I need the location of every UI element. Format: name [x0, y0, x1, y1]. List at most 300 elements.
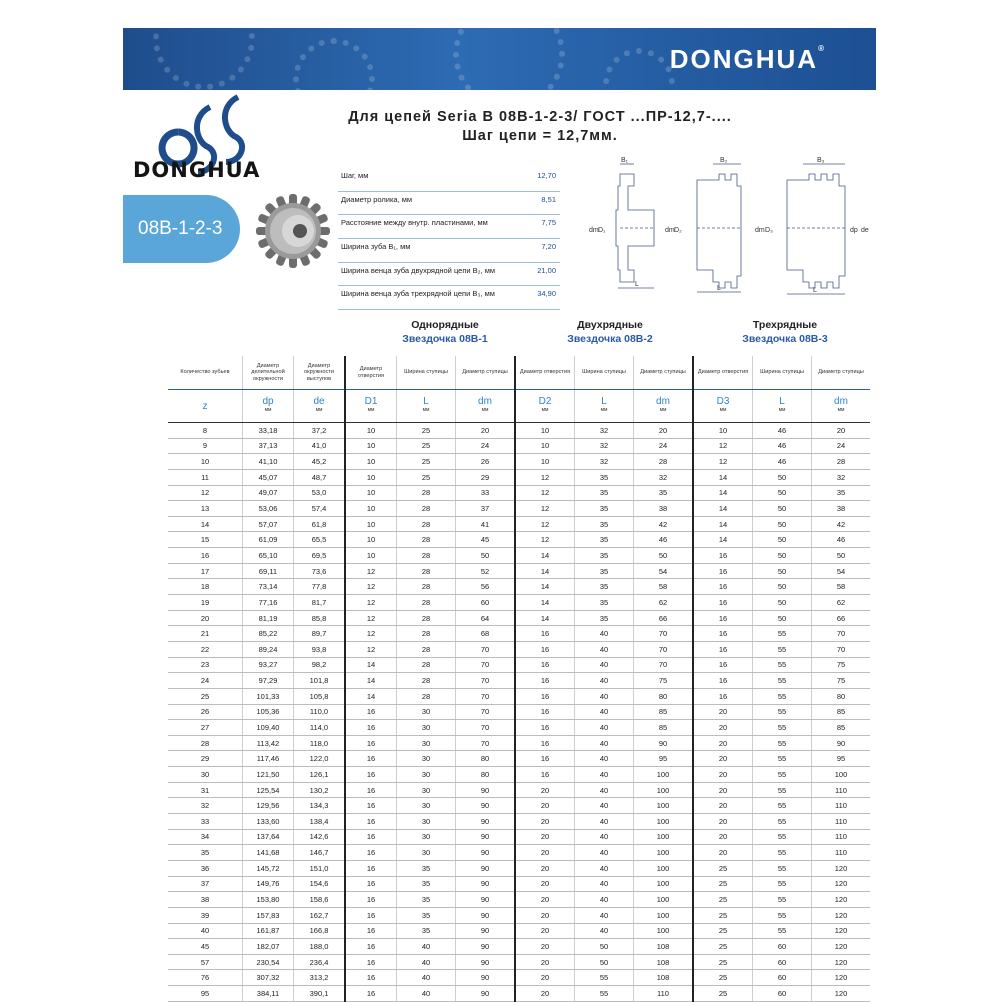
table-cell: 95 [634, 751, 694, 767]
table-row [168, 532, 870, 548]
table-cell: 45,07 [243, 469, 294, 485]
column-header: Ширина ступицы [575, 356, 634, 390]
table-cell: 40 [575, 907, 634, 923]
table-cell: 100 [634, 907, 694, 923]
table-cell: 69,11 [243, 563, 294, 579]
table-cell: 40 [575, 626, 634, 642]
table-cell: 40 [397, 954, 456, 970]
table-cell: 90 [456, 970, 516, 986]
table-cell: 57 [168, 954, 243, 970]
table-cell: 12 [345, 579, 397, 595]
table-cell: 40 [575, 798, 634, 814]
column-header: Диаметр отверстия [345, 356, 397, 390]
table-cell: 20 [168, 610, 243, 626]
table-cell: 32 [812, 469, 871, 485]
column-symbol [243, 390, 294, 423]
table-row [168, 626, 870, 642]
table-cell: 55 [753, 814, 812, 830]
table-cell: 28 [397, 516, 456, 532]
column-symbol [575, 390, 634, 423]
table-cell: 66 [634, 610, 694, 626]
table-cell: 24 [456, 438, 516, 454]
table-cell: 37,13 [243, 438, 294, 454]
spec-value: 7,20 [541, 242, 556, 252]
table-cell: 14 [515, 579, 575, 595]
table-row [168, 986, 870, 1002]
svg-text:dm: dm [755, 227, 765, 234]
table-cell: 77,8 [294, 579, 346, 595]
table-cell: 120 [812, 954, 871, 970]
table-cell: 20 [693, 782, 753, 798]
table-row [168, 610, 870, 626]
table-cell: 95 [812, 751, 871, 767]
spec-label: Шаг, мм [341, 171, 369, 180]
table-cell: 10 [515, 454, 575, 470]
table-row [168, 845, 870, 861]
table-cell: 85,8 [294, 610, 346, 626]
table-cell: 90 [812, 735, 871, 751]
table-cell: 30 [397, 704, 456, 720]
table-cell: 28 [397, 626, 456, 642]
table-cell: 20 [515, 923, 575, 939]
table-cell: 55 [753, 907, 812, 923]
table-cell: 20 [812, 423, 871, 439]
table-cell: 42 [812, 516, 871, 532]
column-symbol [294, 390, 346, 423]
table-cell: 70 [634, 626, 694, 642]
table-cell: 16 [693, 688, 753, 704]
table-cell: 75 [634, 673, 694, 689]
table-cell: 16 [515, 626, 575, 642]
table-cell: 54 [812, 563, 871, 579]
table-cell: 21 [168, 626, 243, 642]
table-row [168, 673, 870, 689]
spec-value: 7,75 [541, 218, 556, 228]
table-cell: 50 [753, 516, 812, 532]
table-cell: 16 [693, 595, 753, 611]
table-cell: 20 [515, 829, 575, 845]
table-cell: 90 [456, 954, 516, 970]
table-cell: 40 [397, 986, 456, 1002]
table-cell: 30 [397, 751, 456, 767]
spec-label: Ширина венца зуба трехрядной цепи B₃, мм [341, 289, 495, 299]
table-cell: 28 [634, 454, 694, 470]
table-cell: 9 [168, 438, 243, 454]
table-cell: 50 [634, 548, 694, 564]
column-header: Диаметр отверстия [693, 356, 753, 390]
table-cell: 149,76 [243, 876, 294, 892]
table-cell: 38 [812, 501, 871, 517]
table-cell: 90 [456, 845, 516, 861]
table-cell: 25 [693, 970, 753, 986]
table-cell: 25 [693, 907, 753, 923]
table-row [168, 469, 870, 485]
table-cell: 85 [634, 720, 694, 736]
table-cell: 40 [168, 923, 243, 939]
table-cell: 28 [397, 548, 456, 564]
table-cell: 70 [634, 641, 694, 657]
table-cell: 64 [456, 610, 516, 626]
table-cell: 28 [397, 688, 456, 704]
table-cell: 16 [345, 954, 397, 970]
table-cell: 73,14 [243, 579, 294, 595]
table-cell: 90 [456, 798, 516, 814]
table-cell: 12 [693, 454, 753, 470]
table-cell: 90 [456, 939, 516, 955]
table-cell: 14 [345, 688, 397, 704]
column-symbol-text: de [313, 396, 325, 407]
table-cell: 130,2 [294, 782, 346, 798]
table-cell: 37 [168, 876, 243, 892]
column-symbol [812, 390, 871, 423]
table-cell: 120 [812, 939, 871, 955]
table-cell: 40 [575, 860, 634, 876]
table-cell: 20 [693, 798, 753, 814]
table-cell: 20 [515, 970, 575, 986]
table-cell: 100 [634, 876, 694, 892]
table-cell: 68 [456, 626, 516, 642]
table-cell: 55 [753, 657, 812, 673]
table-cell: 118,0 [294, 735, 346, 751]
table-cell: 230,54 [243, 954, 294, 970]
table-cell: 35 [575, 610, 634, 626]
table-cell: 12 [515, 501, 575, 517]
column-symbol-text: D2 [538, 396, 552, 407]
column-symbol-text: L [779, 396, 785, 407]
table-row [168, 720, 870, 736]
svg-text:B₂: B₂ [720, 157, 728, 164]
table-cell: 151,0 [294, 860, 346, 876]
table-cell: 35 [397, 907, 456, 923]
table-cell: 16 [515, 673, 575, 689]
column-header: Диаметр окружности выступов [294, 356, 346, 390]
svg-text:dm: dm [589, 227, 599, 234]
spec-row [338, 286, 560, 310]
table-row [168, 563, 870, 579]
table-cell: 55 [753, 829, 812, 845]
header-banner [123, 28, 876, 90]
table-cell: 65,10 [243, 548, 294, 564]
table-cell: 25 [397, 423, 456, 439]
table-cell: 30 [397, 814, 456, 830]
table-row [168, 735, 870, 751]
table-row [168, 485, 870, 501]
table-cell: 35 [812, 485, 871, 501]
table-cell: 27 [168, 720, 243, 736]
table-cell: 40 [397, 970, 456, 986]
table-row [168, 767, 870, 783]
table-cell: 12 [515, 469, 575, 485]
table-cell: 23 [168, 657, 243, 673]
table-cell: 35 [397, 876, 456, 892]
table-cell: 60 [753, 970, 812, 986]
table-cell: 49,07 [243, 485, 294, 501]
table-cell: 35 [575, 469, 634, 485]
table-cell: 55 [753, 892, 812, 908]
column-symbol-text: dp [262, 396, 274, 407]
table-cell: 16 [693, 563, 753, 579]
table-cell: 70 [456, 657, 516, 673]
table-cell: 20 [693, 829, 753, 845]
spec-value: 12,70 [537, 171, 556, 180]
table-cell: 16 [345, 720, 397, 736]
table-cell: 10 [345, 485, 397, 501]
page-heading: Для цепей Seria B 08B-1-2-3/ ГОСТ ...ПР-12,7-.... Шаг цепи = 12,7мм. [348, 109, 732, 144]
table-cell: 40 [575, 720, 634, 736]
table-cell: 20 [515, 986, 575, 1002]
table-cell: 20 [634, 423, 694, 439]
table-cell: 8 [168, 423, 243, 439]
table-cell: 55 [753, 626, 812, 642]
table-cell: 38 [634, 501, 694, 517]
spec-label: Ширина венца зуба двухрядной цепи B₂, мм [341, 265, 496, 275]
table-cell: 110 [812, 845, 871, 861]
table-cell: 20 [693, 704, 753, 720]
table-cell: 157,83 [243, 907, 294, 923]
table-cell: 50 [456, 548, 516, 564]
table-cell: 134,3 [294, 798, 346, 814]
table-cell: 50 [753, 548, 812, 564]
table-cell: 36 [168, 860, 243, 876]
table-cell: 12 [345, 641, 397, 657]
table-cell: 16 [515, 735, 575, 751]
table-cell: 56 [456, 579, 516, 595]
table-cell: 30 [397, 845, 456, 861]
table-cell: 110 [634, 986, 694, 1002]
group-title-single: Однорядные Звездочка 08B-1 [402, 319, 488, 345]
table-cell: 16 [345, 923, 397, 939]
column-symbol-text: D3 [716, 396, 730, 407]
table-cell: 60 [456, 595, 516, 611]
table-row [168, 688, 870, 704]
table-cell: 26 [168, 704, 243, 720]
table-cell: 19 [168, 595, 243, 611]
table-cell: 75 [812, 673, 871, 689]
column-symbol [168, 390, 243, 423]
column-unit: мм [481, 407, 489, 413]
table-cell: 30 [397, 767, 456, 783]
table-cell: 16 [345, 876, 397, 892]
table-cell: 28 [397, 563, 456, 579]
table-cell: 35 [397, 860, 456, 876]
table-cell: 70 [456, 735, 516, 751]
svg-text:de: de [861, 227, 869, 234]
table-cell: 10 [345, 501, 397, 517]
column-unit: мм [264, 407, 272, 413]
table-cell: 307,32 [243, 970, 294, 986]
table-cell: 141,68 [243, 845, 294, 861]
table-cell: 10 [345, 548, 397, 564]
table-cell: 110,0 [294, 704, 346, 720]
table-cell: 108 [634, 939, 694, 955]
table-cell: 35 [575, 485, 634, 501]
spec-row [338, 168, 560, 192]
table-cell: 55 [753, 641, 812, 657]
table-cell: 40 [575, 704, 634, 720]
table-cell: 24 [168, 673, 243, 689]
table-cell: 20 [515, 954, 575, 970]
table-row [168, 970, 870, 986]
table-row [168, 548, 870, 564]
table-cell: 85 [634, 704, 694, 720]
table-cell: 108 [634, 970, 694, 986]
table-row [168, 923, 870, 939]
table-cell: 55 [753, 860, 812, 876]
table-cell: 90 [456, 782, 516, 798]
table-cell: 33 [168, 814, 243, 830]
table-cell: 98,2 [294, 657, 346, 673]
table-cell: 35 [575, 532, 634, 548]
svg-text:L: L [717, 285, 721, 292]
table-cell: 70 [634, 657, 694, 673]
column-symbol-text: L [423, 396, 429, 407]
group-title-double: Двухрядные Звездочка 08B-2 [567, 319, 653, 345]
table-cell: 113,42 [243, 735, 294, 751]
table-cell: 390,1 [294, 986, 346, 1002]
svg-text:L: L [813, 287, 817, 294]
table-cell: 55 [753, 704, 812, 720]
table-cell: 50 [753, 532, 812, 548]
table-cell: 35 [575, 501, 634, 517]
table-cell: 20 [693, 751, 753, 767]
table-cell: 55 [753, 688, 812, 704]
table-cell: 16 [345, 860, 397, 876]
table-row [168, 829, 870, 845]
table-cell: 137,64 [243, 829, 294, 845]
table-cell: 80 [456, 767, 516, 783]
table-cell: 14 [515, 595, 575, 611]
table-cell: 16 [693, 641, 753, 657]
table-cell: 90 [456, 892, 516, 908]
table-cell: 16 [168, 548, 243, 564]
column-symbol [345, 390, 397, 423]
table-cell: 26 [456, 454, 516, 470]
table-cell: 16 [515, 767, 575, 783]
table-cell: 45,2 [294, 454, 346, 470]
spec-row [338, 215, 560, 239]
table-cell: 61,09 [243, 532, 294, 548]
table-cell: 20 [515, 782, 575, 798]
table-cell: 120 [812, 986, 871, 1002]
table-cell: 76 [168, 970, 243, 986]
table-cell: 20 [693, 767, 753, 783]
table-cell: 70 [456, 673, 516, 689]
table-cell: 16 [515, 641, 575, 657]
model-label: 08B-1-2-3 [138, 218, 223, 239]
table-cell: 28 [397, 657, 456, 673]
spec-row [338, 239, 560, 263]
table-cell: 100 [634, 782, 694, 798]
table-cell: 100 [634, 860, 694, 876]
table-cell: 20 [515, 814, 575, 830]
table-cell: 28 [397, 485, 456, 501]
spec-value: 21,00 [537, 265, 556, 275]
column-unit: мм [659, 407, 667, 413]
table-cell: 12 [515, 516, 575, 532]
table-cell: 10 [345, 438, 397, 454]
table-cell: 55 [753, 767, 812, 783]
table-cell: 30 [397, 782, 456, 798]
table-cell: 41 [456, 516, 516, 532]
table-cell: 33 [456, 485, 516, 501]
table-cell: 20 [515, 860, 575, 876]
table-cell: 16 [693, 657, 753, 673]
table-cell: 85 [812, 720, 871, 736]
table-cell: 60 [753, 986, 812, 1002]
svg-text:B₃: B₃ [817, 157, 825, 164]
spec-value: 8,51 [541, 194, 556, 204]
column-symbol [753, 390, 812, 423]
table-cell: 35 [575, 548, 634, 564]
table-cell: 16 [345, 798, 397, 814]
table-cell: 16 [345, 704, 397, 720]
table-cell: 14 [693, 469, 753, 485]
table-cell: 50 [753, 501, 812, 517]
table-cell: 80 [456, 751, 516, 767]
table-cell: 25 [693, 986, 753, 1002]
table-cell: 40 [575, 782, 634, 798]
table-cell: 120 [812, 907, 871, 923]
table-cell: 32 [575, 423, 634, 439]
table-cell: 30 [397, 720, 456, 736]
table-cell: 70 [456, 704, 516, 720]
column-unit: мм [541, 407, 549, 413]
table-cell: 12 [515, 532, 575, 548]
table-cell: 90 [456, 860, 516, 876]
table-cell: 57,4 [294, 501, 346, 517]
table-cell: 16 [515, 657, 575, 673]
table-cell: 55 [753, 782, 812, 798]
table-row [168, 876, 870, 892]
table-cell: 32 [168, 798, 243, 814]
table-cell: 121,50 [243, 767, 294, 783]
table-cell: 80 [634, 688, 694, 704]
table-cell: 142,6 [294, 829, 346, 845]
table-cell: 20 [515, 845, 575, 861]
table-cell: 25 [693, 892, 753, 908]
table-cell: 154,6 [294, 876, 346, 892]
table-cell: 65,5 [294, 532, 346, 548]
table-cell: 50 [753, 595, 812, 611]
column-header: Ширина ступицы [753, 356, 812, 390]
spec-label: Расстояние между внутр. пластинами, мм [341, 218, 488, 228]
svg-text:dp: dp [850, 227, 858, 234]
specs-list [338, 168, 560, 310]
table-row [168, 782, 870, 798]
table-cell: 40 [575, 735, 634, 751]
table-cell: 35 [575, 595, 634, 611]
sprocket-data-table [168, 356, 870, 1002]
table-cell: 25 [693, 954, 753, 970]
table-cell: 53,06 [243, 501, 294, 517]
table-cell: 16 [693, 626, 753, 642]
table-cell: 100 [634, 798, 694, 814]
table-cell: 90 [456, 986, 516, 1002]
table-cell: 20 [693, 845, 753, 861]
table-cell: 40 [575, 845, 634, 861]
table-cell: 12 [515, 485, 575, 501]
table-row [168, 423, 870, 439]
table-cell: 32 [575, 438, 634, 454]
table-cell: 50 [753, 579, 812, 595]
table-cell: 10 [168, 454, 243, 470]
table-cell: 12 [168, 485, 243, 501]
group-title-triple: Трехрядные Звездочка 08B-3 [742, 319, 828, 345]
column-header: Ширина ступицы [397, 356, 456, 390]
table-cell: 12 [345, 563, 397, 579]
table-cell: 50 [753, 563, 812, 579]
table-cell: 114,0 [294, 720, 346, 736]
